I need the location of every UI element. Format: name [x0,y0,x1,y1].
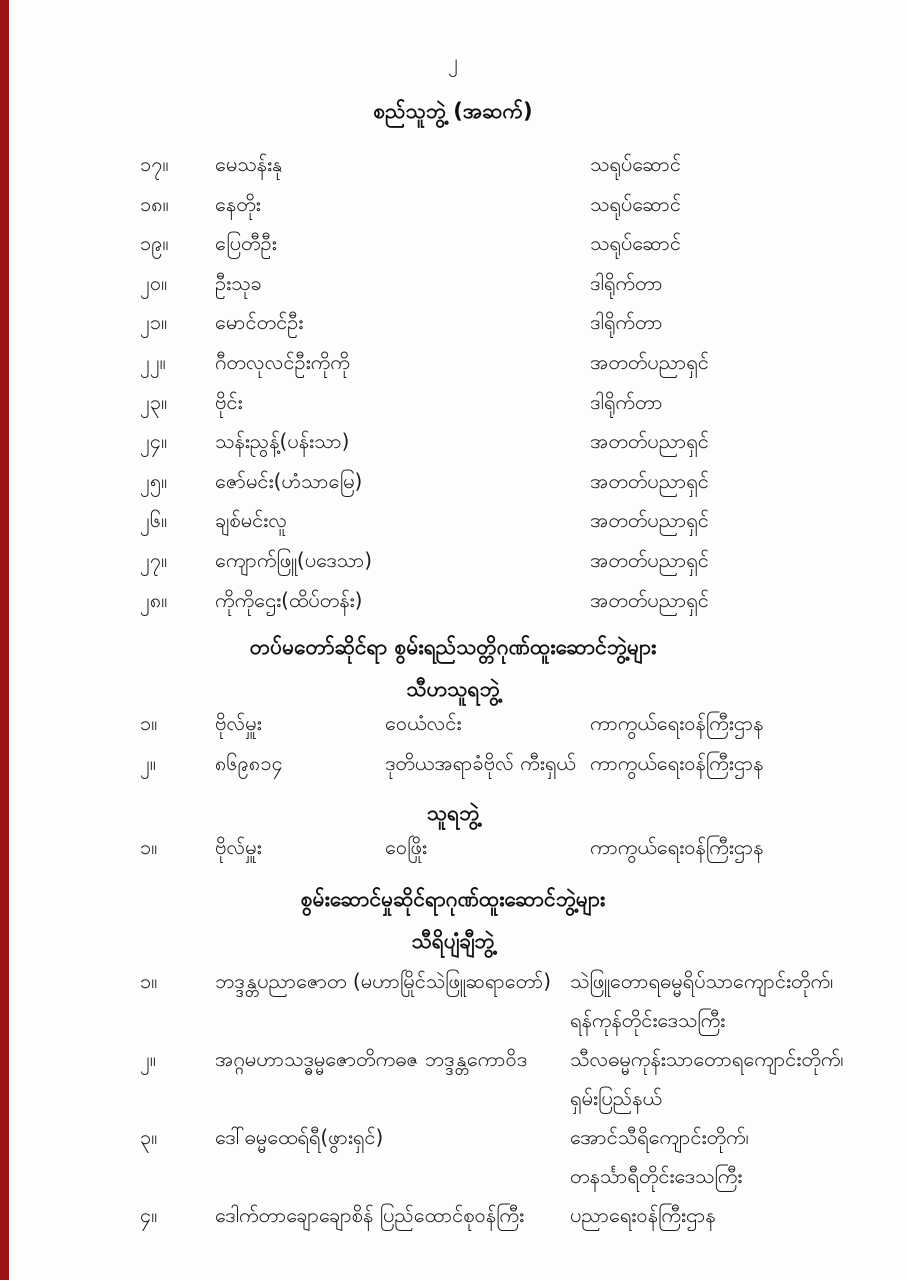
item-name: ကျောက်ဖြူ(ပဒေသာ) [215,547,373,572]
item-role: ဒါရိုက်တာ [590,389,663,414]
subsection-title-thiri-pyanchi: သီရိပျံချီဘွဲ့ [411,929,495,954]
org-line: တနင်္သာရီတိုင်းဒေသကြီး [570,1164,743,1189]
item-number: ၂၅။ [140,468,168,493]
item-role: အတတ်ပညာရှင် [590,587,709,612]
item-number: ၁။ [140,969,158,994]
item-name: ဗိုင်း [215,389,243,414]
thiri-pyanchi-list [0,962,906,1235]
item-org: ကာကွယ်ရေးဝန်ကြီးဌာန [590,835,764,860]
list-item [0,270,906,310]
item-number: ၂၀။ [140,270,168,295]
item-role: အတတ်ပညာရှင် [590,508,709,533]
item-name: ဒုတိယအရာခံဗိုလ် ကီးရှယ် [385,751,576,776]
item-role: အတတ်ပညာရှင် [590,349,709,374]
org-line: သဲဖြူတောရဓမ္မရိပ်သာကျောင်းတိုက်၊ [570,969,834,994]
item-role: အတတ်ပညာရှင် [590,429,709,454]
item-number: ၃။ [140,1125,158,1150]
item-number: ၁၇။ [140,152,169,176]
thiha-thura-list [0,710,906,790]
item-number: ၂။ [140,751,156,776]
list-item [0,468,906,508]
item-name: ချစ်မင်းလူ [215,508,288,533]
item-rank: ၈၆၉၈၁၄ [215,751,283,776]
list-item [0,834,906,874]
list-item [0,230,906,270]
item-name: ဝေဖြိုး [385,835,427,860]
item-name: ဂီတလုလင်ဦးကိုကို [215,349,350,374]
item-rank: ဗိုလ်မှူး [215,711,262,736]
item-name: ဒေါက်တာချောချောစိန် ပြည်ထောင်စုဝန်ကြီး [215,1203,525,1228]
list-item [0,710,906,750]
item-org: ကာကွယ်ရေးဝန်ကြီးဌာန [590,711,764,736]
list-item [0,962,906,1040]
item-number: ၁၉။ [140,231,169,256]
item-number: ၂၄။ [140,429,168,454]
item-number: ၂၁။ [140,310,168,335]
item-role: အတတ်ပညာရှင် [590,547,709,572]
thura-list [0,834,906,874]
item-name: ဘဒ္ဒန္တပညာဇောတ (မဟာမြိုင်သဲဖြူဆရာတော်) [215,969,552,994]
item-name: ပြေတီဦး [215,231,277,256]
item-name: ဦးသုခ [215,270,262,295]
item-number: ၄။ [140,1203,158,1228]
item-name: သန်းညွန့်(ပန်းသာ) [215,429,350,454]
list-item [0,507,906,547]
item-number: ၂။ [140,1047,156,1072]
sithu-continued-list [0,151,906,626]
item-role: သရုပ်ဆောင် [590,152,681,176]
subsection-title-thiha-thura: သီဟသူရဘွဲ့ [406,677,500,702]
item-number: ၁။ [140,835,158,860]
item-org [570,1118,906,1196]
list-item [0,547,906,587]
list-item [0,1196,906,1235]
item-role: ဒါရိုက်တာ [590,310,663,335]
list-item [0,389,906,429]
item-number: ၂၃။ [140,389,168,414]
item-name: မောင်တင်ဦး [215,310,304,335]
item-role: ဒါရိုက်တာ [590,270,663,295]
item-name: မေသန်းနု [215,152,283,176]
item-role: သရုပ်ဆောင် [590,191,681,216]
item-org [570,1196,906,1235]
item-number: ၂၂။ [140,349,166,374]
item-number: ၁၈။ [140,191,169,216]
list-item [0,191,906,231]
item-number: ၁။ [140,711,158,736]
list-item [0,1040,906,1118]
list-item [0,428,906,468]
org-line: အောင်သီရိကျောင်းတိုက်၊ [570,1125,749,1150]
page-number: ၂ [448,49,458,73]
org-line: သီလဓမ္မကုန်းသာတောရကျောင်းတိုက်၊ [570,1047,844,1072]
item-org [570,1040,906,1118]
item-role: အတတ်ပညာရှင် [590,468,709,493]
item-name: အဂ္ဂမဟာသဒ္ဓမ္မဇောတိကဓဇ ဘဒ္ဒန္တကောဝိဒ [215,1047,528,1072]
item-name: ဝေယံလင်း [385,711,462,736]
list-item [0,587,906,627]
item-org [570,962,906,1040]
item-name: ဇော်မင်း(ဟံသာမြေ) [215,468,363,493]
item-name: ဒေါ်ဓမ္မထေရ်ရီ(ဖွားရှင်) [215,1125,384,1150]
item-role: သရုပ်ဆောင် [590,231,681,256]
item-name: နေတိုး [215,191,261,216]
list-item [0,1118,906,1196]
org-line: ပညာရေးဝန်ကြီးဌာန [570,1203,716,1228]
item-org: ကာကွယ်ရေးဝန်ကြီးဌာန [590,751,764,776]
subsection-title-thura: သူရဘွဲ့ [426,801,480,826]
section-title-sithu-continued: စည်သူဘွဲ့ (အဆက်) [373,99,533,123]
item-rank: ဗိုလ်မှူး [215,835,262,860]
item-number: ၂၆။ [140,508,168,533]
list-item [0,349,906,389]
org-line: ရှမ်းပြည်နယ် [570,1086,662,1111]
org-line: ရန်ကုန်တိုင်းဒေသကြီး [570,1008,726,1033]
list-item [0,309,906,349]
item-number: ၂၈။ [140,587,168,612]
section-title-military-awards: တပ်မတော်ဆိုင်ရာ စွမ်းရည်သတ္တိဂုဏ်ထူးဆောင်ဘွဲ့များ [249,635,657,660]
item-number: ၂၇။ [140,547,168,572]
list-item [0,750,906,790]
section-title-performance-awards: စွမ်းဆောင်မှုဆိုင်ရာဂုဏ်ထူးဆောင်ဘွဲ့များ [300,887,606,912]
item-name: ကိုကိုဌေး(ထိပ်တန်း) [215,587,363,612]
list-item [0,151,906,191]
